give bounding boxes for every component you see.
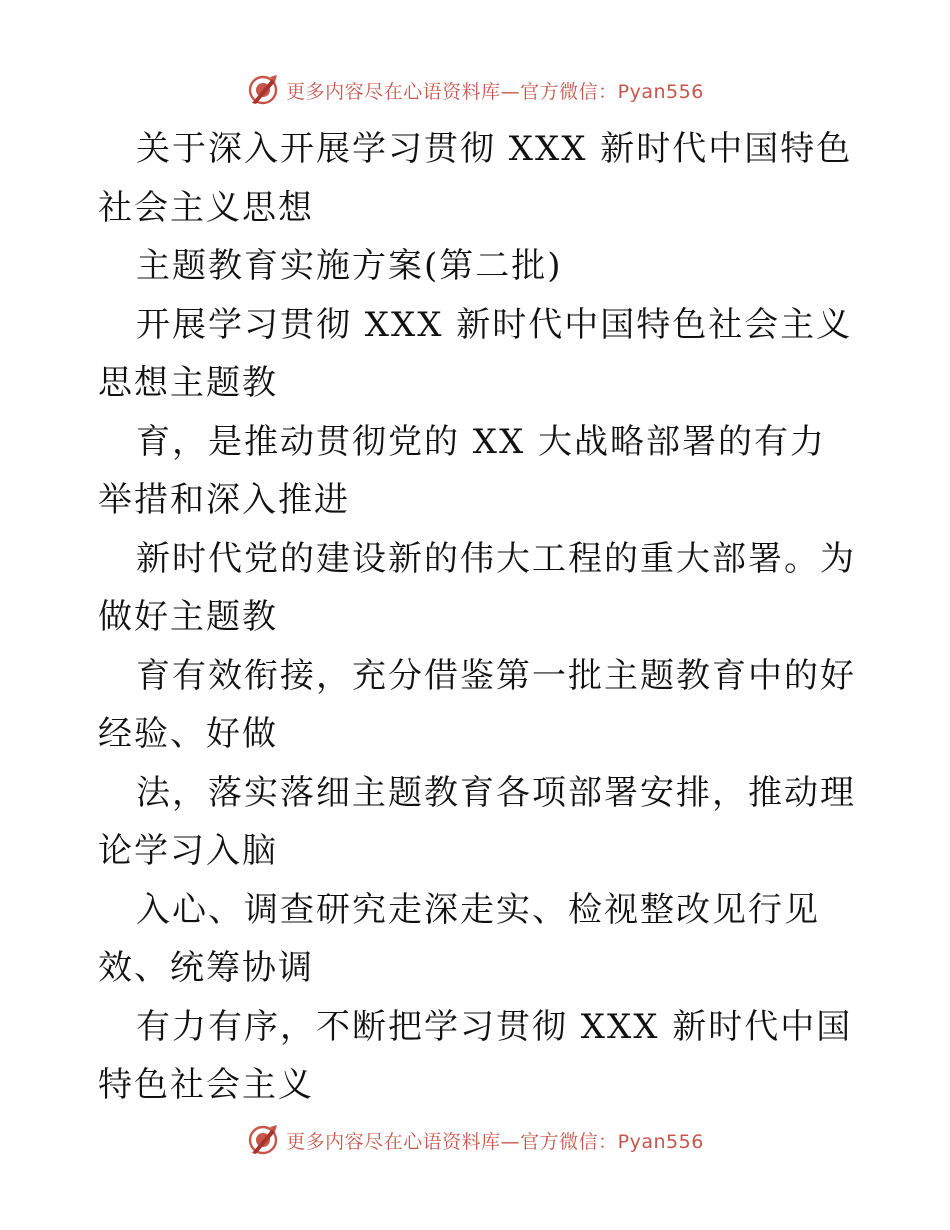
footer-banner-text: 更多内容尽在心语资料库—官方微信：Pyan556	[286, 1130, 704, 1153]
paragraph-3: 开展学习贯彻 XXX 新时代中国特色社会主义思想主题教	[98, 304, 853, 403]
paragraph-6: 育有效衔接，充分借鉴第一批主题教育中的好经验、好做	[98, 655, 856, 754]
paragraph-5: 新时代党的建设新的伟大工程的重大部署。为做好主题教	[98, 538, 856, 637]
quill-logo-icon	[246, 1123, 280, 1157]
header-banner	[0, 70, 950, 110]
footer-banner	[0, 1120, 950, 1160]
paragraph-1: 关于深入开展学习贯彻 XXX 新时代中国特色社会主义思想	[98, 129, 853, 228]
paragraph-2: 主题教育实施方案(第二批)	[136, 246, 563, 286]
quill-logo-icon	[246, 73, 280, 107]
header-banner-text: 更多内容尽在心语资料库—官方微信：Pyan556	[286, 80, 704, 103]
paragraph-4: 育，是推动贯彻党的 XX 大战略部署的有力举措和深入推进	[98, 421, 827, 520]
paragraph-9: 有力有序，不断把学习贯彻 XXX 新时代中国特色社会主义	[98, 1006, 853, 1105]
document-body	[98, 120, 858, 1115]
paragraph-8: 入心、调查研究走深走实、检视整改见行见效、统筹协调	[98, 889, 820, 988]
paragraph-7: 法，落实落细主题教育各项部署安排，推动理论学习入脑	[98, 772, 856, 871]
